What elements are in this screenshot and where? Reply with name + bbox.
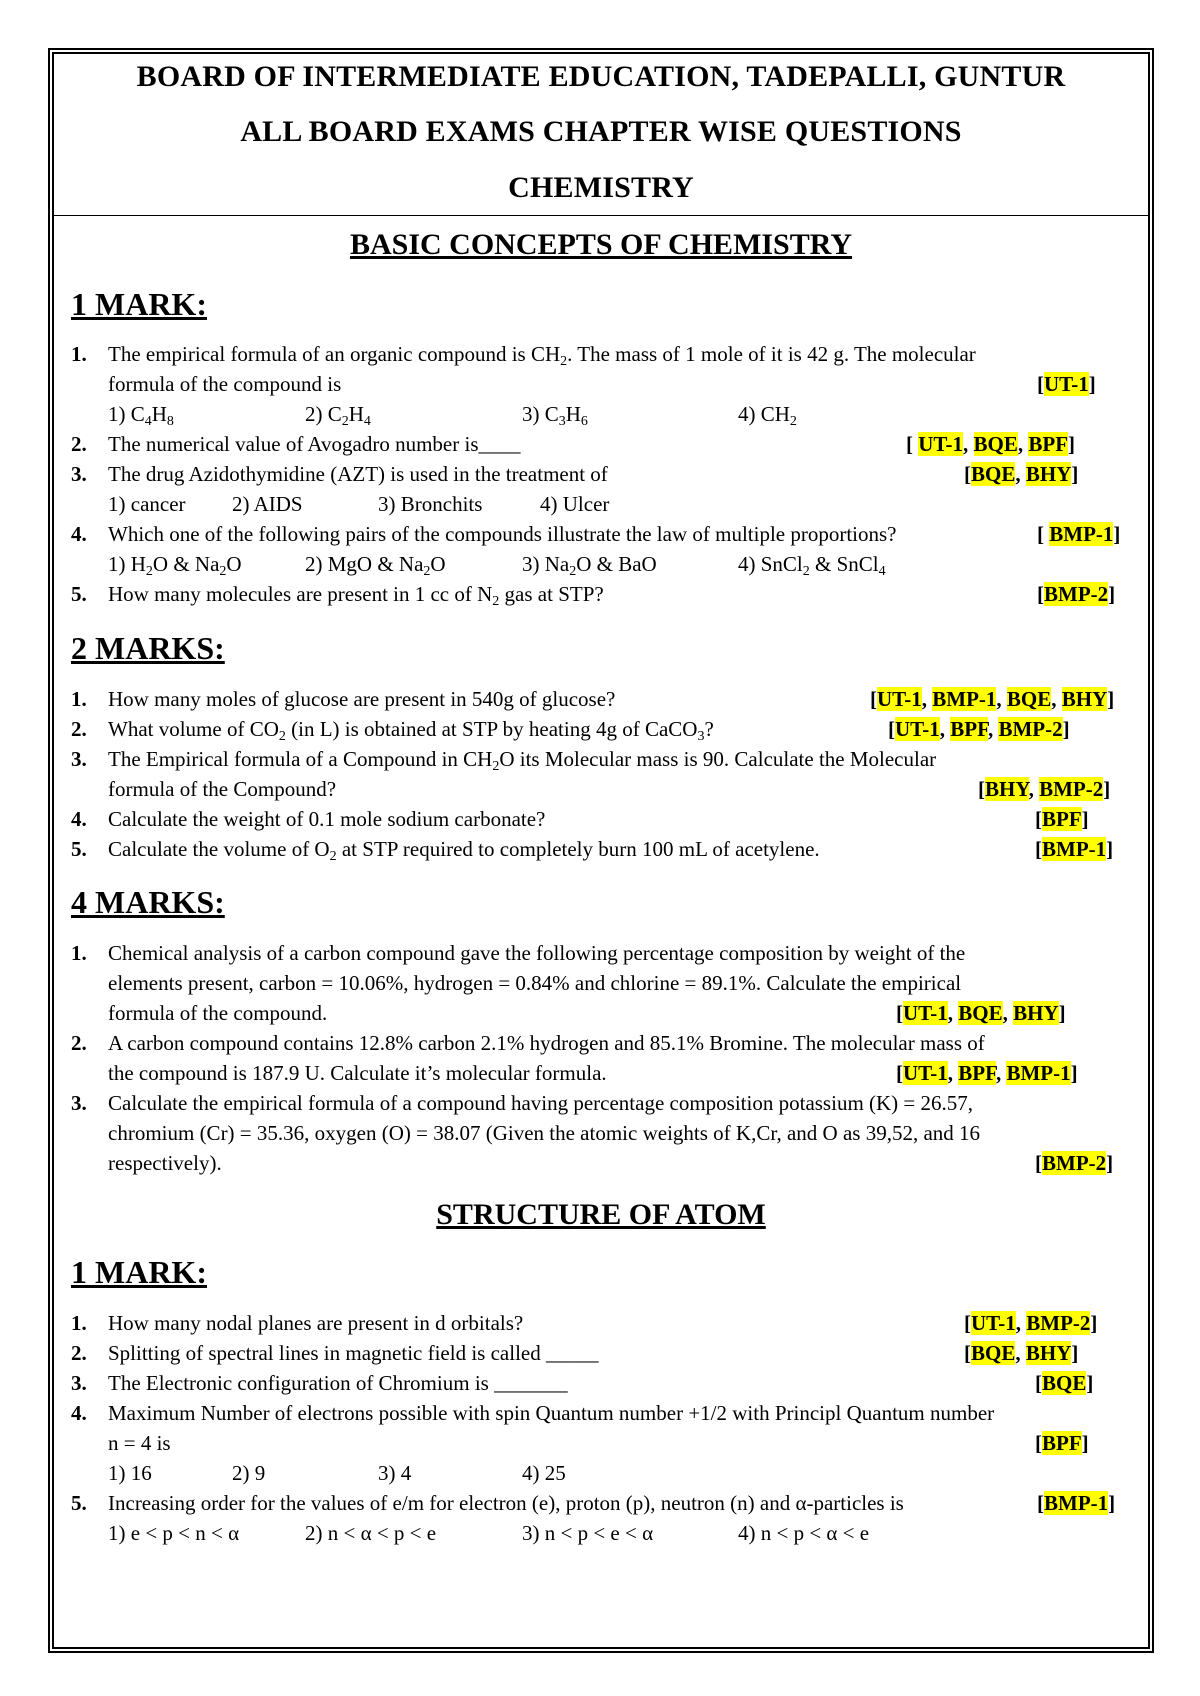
board-title: BOARD OF INTERMEDIATE EDUCATION, TADEPALLI, GUNTUR — [136, 60, 1066, 93]
question-text: The empirical formula of an organic compound is $CH_2$. The mass of 1 mole of it is 42 g. The molecular — [108, 342, 976, 369]
option: 3) $C_3H_6$ — [522, 402, 588, 429]
exam-tags: [BHY, BMP-2] — [978, 777, 1111, 801]
exam-tag: BHY — [1013, 1001, 1059, 1025]
question-number: 1. — [71, 687, 87, 711]
exam-tag: BMP-1 — [932, 687, 997, 711]
exam-tags: [UT-1, BPF, BMP-1] — [896, 1061, 1078, 1085]
question-text: The numerical value of Avogadro number is____ — [108, 432, 521, 456]
option: 4) Ulcer — [540, 492, 610, 516]
question-text: The Electronic configuration of Chromium is _______ — [108, 1371, 568, 1395]
exam-subtitle: ALL BOARD EXAMS CHAPTER WISE QUESTIONS — [240, 115, 962, 148]
exam-tag: BPF — [1042, 807, 1082, 831]
question-text: Calculate the empirical formula of a compound having percentage composition potassium (K) = 26.57, — [108, 1091, 974, 1115]
exam-tag: BMP-2 — [1026, 1311, 1091, 1335]
question-number: 2. — [71, 1341, 87, 1365]
question-number: 1. — [71, 342, 87, 366]
question-text: Chemical analysis of a carbon compound gave the following percentage composition by weight of the — [108, 941, 966, 965]
exam-tags: [BMP-2] — [1035, 1151, 1114, 1175]
question-text: Splitting of spectral lines in magnetic field is called _____ — [108, 1341, 599, 1365]
exam-tag: BHY — [1025, 462, 1072, 486]
exam-tag: BQE — [1006, 687, 1052, 711]
chapter-title-structure-of-atom: STRUCTURE OF ATOM — [436, 1198, 766, 1231]
exam-tag: BPF — [958, 1061, 996, 1085]
option: 3) Bronchits — [378, 492, 483, 516]
question-text: What volume of $CO_2$ (in L) is obtained at STP by heating 4g of CaCO$_3$? — [108, 717, 714, 744]
exam-tags: [UT-1, BMP-1, BQE, BHY] — [870, 687, 1115, 711]
question-text: elements present, carbon = 10.06%, hydrogen = 0.84% and chlorine = 89.1%. Calculate the empirical — [108, 971, 962, 995]
exam-tag: BPF — [1028, 432, 1069, 456]
question-number: 4. — [71, 1401, 87, 1425]
question-text: How many molecules are present in 1 cc of $N_2$ gas at STP? — [108, 582, 604, 609]
question-number: 3. — [71, 1091, 87, 1115]
question-number: 2. — [71, 1031, 87, 1055]
option: 2) n < α < p < e — [305, 1521, 437, 1545]
exam-tag: BMP-2 — [1042, 1151, 1107, 1175]
option: 2) MgO & $Na_2O$ — [305, 552, 446, 579]
question-text: Calculate the weight of 0.1 mole sodium carbonate? — [108, 807, 546, 831]
exam-tags: [ UT-1, BQE, BPF] — [906, 432, 1076, 456]
question-text: Increasing order for the values of e/m for electron (e), proton (p), neutron (n) and α-particles is — [108, 1491, 904, 1515]
chapter-title-basic-concepts: BASIC CONCEPTS OF CHEMISTRY — [349, 228, 853, 261]
exam-tag: BMP-2 — [1044, 582, 1109, 606]
exam-tag: UT-1 — [918, 432, 963, 456]
exam-tag: BQE — [971, 1341, 1016, 1365]
exam-tags: [BQE, BHY] — [964, 462, 1079, 486]
exam-tag: BMP-1 — [1049, 522, 1114, 546]
exam-tag: BMP-1 — [1006, 1061, 1071, 1085]
question-text: Calculate the volume of $O_2$ at STP required to completely burn 100 mL of acetylene. — [108, 837, 820, 864]
question-number: 3. — [71, 747, 87, 771]
question-text: formula of the compound is — [108, 372, 342, 396]
exam-tag: UT-1 — [1044, 372, 1089, 396]
exam-tags: [UT-1, BMP-2] — [964, 1311, 1098, 1335]
exam-tag: BPF — [950, 717, 988, 741]
one-mark-heading: 1 MARK: — [71, 286, 207, 322]
question-number: 2. — [71, 432, 87, 456]
exam-tag: BMP-1 — [1042, 837, 1107, 861]
question-text: respectively). — [108, 1151, 222, 1175]
option: 1) cancer — [108, 492, 186, 516]
option: 2) AIDS — [232, 492, 303, 516]
option: 3) $Na_2O$ & BaO — [522, 552, 657, 579]
exam-tag: BQE — [971, 462, 1016, 486]
exam-tag: UT-1 — [903, 1061, 948, 1085]
two-marks-heading: 2 MARKS: — [71, 630, 225, 666]
exam-tags: [BPF] — [1035, 1431, 1089, 1455]
header-divider — [52, 215, 1150, 216]
exam-tags: [BMP-2] — [1037, 582, 1116, 606]
question-text: n = 4 is — [108, 1431, 171, 1455]
question-text: the compound is 187.9 U. Calculate it’s molecular formula. — [108, 1061, 607, 1085]
question-number: 5. — [71, 582, 87, 606]
exam-tags: [BMP-1] — [1035, 837, 1114, 861]
question-number: 3. — [71, 1371, 87, 1395]
option: 3) n < p < e < α — [522, 1521, 654, 1545]
subject-title: CHEMISTRY — [508, 171, 694, 204]
question-text: How many nodal planes are present in d orbitals? — [108, 1311, 524, 1335]
exam-tag: BMP-1 — [1044, 1491, 1109, 1515]
exam-tag: BQE — [1042, 1371, 1087, 1395]
exam-tag: UT-1 — [971, 1311, 1016, 1335]
exam-tag: UT-1 — [877, 687, 922, 711]
exam-tags: [UT-1, BQE, BHY] — [896, 1001, 1066, 1025]
exam-tag: BMP-2 — [1039, 777, 1104, 801]
question-text: The Empirical formula of a Compound in $CH_2O$ its Molecular mass is 90. Calculate the Molecular — [108, 747, 937, 774]
exam-tag: BHY — [1061, 687, 1108, 711]
question-number: 1. — [71, 941, 87, 965]
option: 4) n < p < α < e — [738, 1521, 870, 1545]
option: 4) 25 — [522, 1461, 566, 1485]
exam-tags: [ BMP-1] — [1037, 522, 1121, 546]
option: 1) 16 — [108, 1461, 152, 1485]
question-number: 4. — [71, 807, 87, 831]
question-text: The drug Azidothymidine (AZT) is used in the treatment of — [108, 462, 608, 486]
exam-tag: BMP-2 — [998, 717, 1063, 741]
question-number: 1. — [71, 1311, 87, 1335]
question-text: formula of the compound. — [108, 1001, 328, 1025]
exam-tags: [BQE] — [1035, 1371, 1094, 1395]
exam-tags: [UT-1, BPF, BMP-2] — [888, 717, 1070, 741]
option: 4) SnCl$_2$ & SnCl$_4$ — [738, 552, 886, 579]
exam-tag: BPF — [1042, 1431, 1082, 1455]
question-text: Maximum Number of electrons possible with spin Quantum number +1/2 with Principl Quantum number — [108, 1401, 995, 1425]
option: 3) 4 — [378, 1461, 412, 1485]
question-number: 3. — [71, 462, 87, 486]
option: 1) e < p < n < α — [108, 1521, 240, 1545]
question-text: chromium (Cr) = 35.36, oxygen (O) = 38.07 (Given the atomic weights of K,Cr, and O as 39,52, and 16 — [108, 1121, 981, 1145]
exam-tag: BHY — [985, 777, 1029, 801]
question-number: 5. — [71, 1491, 87, 1515]
one-mark-heading: 1 MARK: — [71, 1254, 207, 1290]
exam-tags: [BQE, BHY] — [964, 1341, 1079, 1365]
exam-tag: BQE — [958, 1001, 1003, 1025]
question-text: How many moles of glucose are present in 540g of glucose? — [108, 687, 616, 711]
exam-tag: BHY — [1025, 1341, 1072, 1365]
exam-tags: [BPF] — [1035, 807, 1089, 831]
exam-tags: [BMP-1] — [1037, 1491, 1116, 1515]
exam-tag: UT-1 — [903, 1001, 948, 1025]
option: 1) $H_2O$ & $Na_2O$ — [108, 552, 242, 579]
option: 1) $C_4H_8$ — [108, 402, 174, 429]
four-marks-heading: 4 MARKS: — [71, 884, 225, 920]
option: 2) $C_2H_4$ — [305, 402, 371, 429]
question-number: 4. — [71, 522, 87, 546]
question-text: Which one of the following pairs of the compounds illustrate the law of multiple proportions? — [108, 522, 897, 546]
exam-tag: UT-1 — [895, 717, 940, 741]
exam-tags: [UT-1] — [1037, 372, 1096, 396]
question-number: 2. — [71, 717, 87, 741]
exam-tag: BQE — [973, 432, 1018, 456]
question-number: 5. — [71, 837, 87, 861]
question-text: A carbon compound contains 12.8% carbon 2.1% hydrogen and 85.1% Bromine. The molecular mass of — [108, 1031, 985, 1055]
option: 2) 9 — [232, 1461, 266, 1485]
option: 4) $CH_2$ — [738, 402, 797, 429]
question-text: formula of the Compound? — [108, 777, 337, 801]
